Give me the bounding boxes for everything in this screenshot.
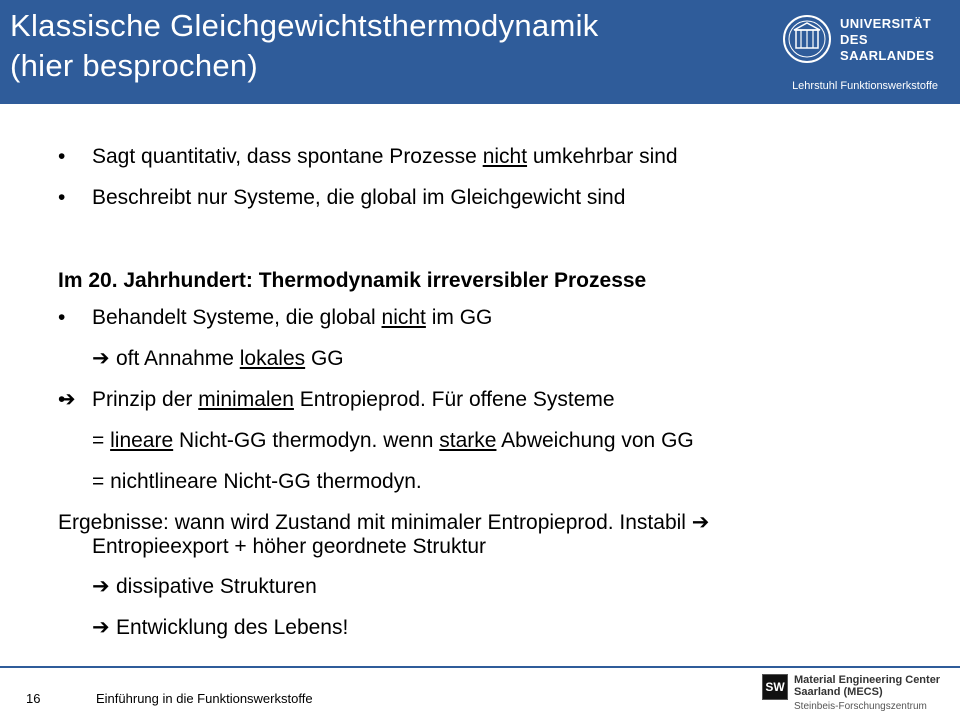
arrow-right-icon: ➔ (92, 575, 110, 598)
mecs-name: Material Engineering Center Saarland (MECS) (794, 674, 941, 698)
university-seal-icon (782, 14, 832, 64)
arrow-right-icon: ➔ (92, 347, 110, 370)
mecs-mark-icon: SW (762, 674, 788, 700)
line-minimal-principle: • ➔ Prinzip der minimalen Entropieprod. Für offene Systeme (58, 388, 938, 429)
university-logo (782, 14, 942, 76)
course-title: Einführung in die Funktionswerkstoffe (96, 691, 313, 706)
slide-title (10, 6, 599, 86)
slide-content (58, 145, 938, 657)
mecs-logo (762, 674, 952, 714)
line-nonlinear: = nichtlineare Nicht-GG thermodyn. (92, 470, 422, 493)
arrow-right-icon: • ➔ (58, 388, 76, 411)
chair-label: Lehrstuhl Funktionswerkstoffe (792, 80, 938, 92)
slide-header (0, 0, 960, 104)
bullet-3: • Behandelt Systeme, die global nicht im GG (58, 306, 938, 347)
page-number: 16 (26, 691, 41, 706)
line-dissipative: ➔ dissipative Strukturen (92, 575, 317, 598)
arrow-right-icon: ➔ (691, 511, 710, 534)
line-local-gg: ➔ oft Annahme lokales GG (92, 347, 344, 370)
footer-divider (0, 666, 960, 668)
mecs-subtitle: Steinbeis-Forschungszentrum (794, 701, 927, 712)
line-results: Ergebnisse: wann wird Zustand mit minimaler Entropieprod. Instabil ➔ Entropieexport + höher geordnete Struktur (58, 511, 938, 559)
bullet-1: • Sagt quantitativ, dass spontane Prozesse nicht umkehrbar sind (58, 145, 938, 186)
line-life: ➔ Entwicklung des Lebens! (92, 616, 349, 639)
title-line-2: (hier besprochen) (10, 48, 259, 83)
university-name: UNIVERSITÄT DES SAARLANDES (840, 16, 935, 63)
title-line-1: Klassische Gleichgewichtsthermodynamik (10, 8, 599, 43)
line-linear: = lineare Nicht-GG thermodyn. wenn starke Abweichung von GG (92, 429, 694, 452)
bullet-2: • Beschreibt nur Systeme, die global im Gleichgewicht sind (58, 186, 938, 227)
section-heading: Im 20. Jahrhundert: Thermodynamik irreversibler Prozesse (58, 269, 647, 292)
arrow-right-icon: ➔ (92, 616, 110, 639)
